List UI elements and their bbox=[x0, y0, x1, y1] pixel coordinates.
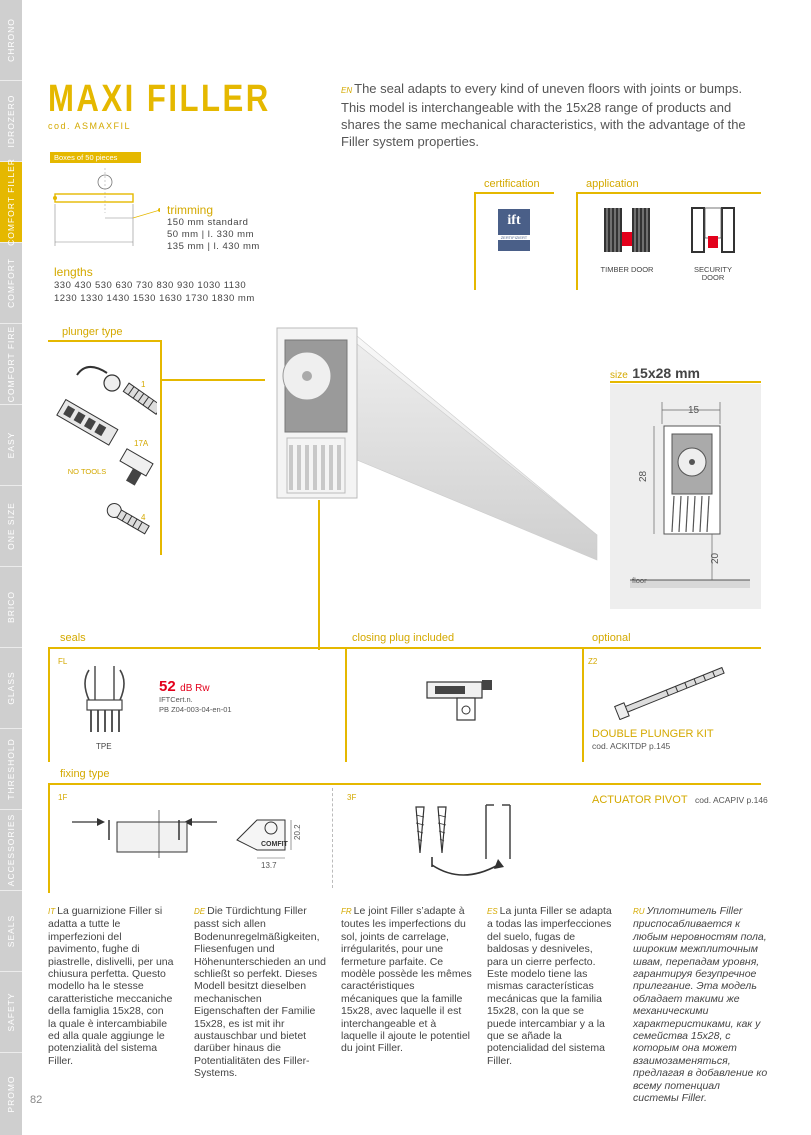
security-door-label: SECURITY DOOR bbox=[694, 265, 732, 282]
plunger-divider bbox=[48, 340, 161, 342]
double-plunger-kit-title: DOUBLE PLUNGER KIT bbox=[592, 728, 714, 740]
actuator-divider bbox=[580, 783, 761, 785]
sidebar bbox=[0, 0, 22, 1135]
timber-door-label: TIMBER DOOR bbox=[600, 265, 654, 274]
seals-label: seals bbox=[60, 632, 86, 644]
timber-door-icon bbox=[602, 206, 652, 254]
size-height-dim: 28 bbox=[638, 470, 649, 482]
fixing-bracket-icon bbox=[227, 800, 327, 875]
application-vline bbox=[576, 192, 578, 290]
trimming-diagram bbox=[50, 168, 160, 248]
size-heading: size 15x28 mm bbox=[610, 365, 700, 381]
product-image bbox=[247, 320, 607, 580]
closing-plug-divider bbox=[340, 647, 583, 649]
lang-tag: EN bbox=[341, 86, 353, 95]
closing-plug-vline bbox=[582, 647, 584, 762]
fixing-1f-code: 1F bbox=[58, 793, 68, 802]
size-diagram-box bbox=[610, 384, 761, 609]
application-label: application bbox=[586, 178, 639, 190]
product-code: cod. ASMAXFIL bbox=[48, 121, 132, 131]
seals-divider bbox=[48, 647, 346, 649]
cert-divider bbox=[474, 192, 554, 194]
sidebar-item-easy[interactable]: EASY bbox=[0, 405, 22, 486]
db-rating: 52 dB Rw bbox=[159, 678, 210, 695]
floor-label: floor bbox=[632, 576, 647, 585]
intro-text: EN The seal adapts to every kind of uneven floors with joints or bumps. This model is interchangeable with the 15x28 range of products and shares the same mechanical characteristics, with the advantage of the Filler system properties. bbox=[341, 81, 746, 149]
boxes-badge: Boxes of 50 pieces bbox=[50, 152, 141, 163]
optional-code: Z2 bbox=[588, 657, 598, 666]
closing-plug-icon bbox=[417, 672, 507, 732]
fixing-1f-icon bbox=[67, 800, 247, 870]
optional-label: optional bbox=[592, 632, 631, 644]
plunger-1-label: 1 bbox=[141, 380, 146, 389]
seals-code: FL bbox=[58, 657, 68, 666]
catalog-page bbox=[22, 0, 811, 1135]
sidebar-item-accessories[interactable]: ACCESSORIES bbox=[0, 810, 22, 891]
optional-divider bbox=[580, 647, 761, 649]
sidebar-item-safety[interactable]: SAFETY bbox=[0, 972, 22, 1053]
certification-label: certification bbox=[484, 178, 540, 190]
size-divider bbox=[610, 381, 761, 383]
sidebar-item-brico[interactable]: BRICO bbox=[0, 567, 22, 648]
fixing-type-label: fixing type bbox=[60, 768, 110, 780]
sidebar-item-comfort-fire[interactable]: COMFORT FIRE bbox=[0, 324, 22, 405]
plunger-4-label: 4 bbox=[141, 513, 146, 522]
page-number: 82 bbox=[30, 1094, 43, 1106]
double-plunger-kit-icon bbox=[607, 660, 747, 720]
security-door-icon bbox=[688, 206, 738, 254]
plunger-4-icon bbox=[104, 497, 154, 542]
sidebar-item-promo[interactable]: PROMO bbox=[6, 1075, 16, 1113]
sidebar-item-idrozero[interactable]: IDROZERO bbox=[0, 81, 22, 162]
lengths-values: 330 430 530 630 730 830 930 1030 1130 1230 1330 1430 1530 1630 1730 1830 mm bbox=[54, 280, 255, 304]
sidebar-item-glass[interactable]: GLASS bbox=[0, 648, 22, 729]
fixing-3f-icon bbox=[402, 795, 522, 885]
seal-profile-icon bbox=[77, 662, 132, 740]
trimming-values: 150 mm standard 50 mm | l. 330 mm 135 mm | l. 430 mm bbox=[167, 217, 260, 252]
dim-a: 20.2 bbox=[293, 824, 302, 840]
trimming-label: trimming bbox=[167, 203, 214, 217]
size-gap-dim: 20 bbox=[710, 552, 721, 564]
size-width-dim: 15 bbox=[688, 405, 700, 416]
ift-logo: ift ZERTIFIZIERT bbox=[498, 209, 530, 251]
dim-b: 13.7 bbox=[261, 861, 277, 870]
fixing-vline bbox=[48, 783, 50, 893]
size-diagram bbox=[610, 384, 761, 609]
seals-pointer bbox=[318, 500, 320, 650]
sidebar-item-one-size[interactable]: ONE SIZE bbox=[0, 486, 22, 567]
description-ru: RU Уплотнитель Filler приспосабливается к любым неровностям пола, широким межплиточным швам, перепадам уровня, гарантируя безупречное прилегание. Эта модель обладает такими же механическими характеристиками, как у семейства 15x28, с которым она может взаимозаменяться, предлагая в добавление ко всему потенциал системы Filler. bbox=[633, 905, 768, 1105]
product-title: MAXI FILLER bbox=[48, 78, 271, 120]
plunger-pointer bbox=[161, 379, 265, 381]
seals-vline-right bbox=[345, 647, 347, 762]
no-tools-label: NO TOOLS bbox=[67, 467, 107, 476]
plunger-vline bbox=[160, 340, 162, 555]
fixing-separator bbox=[332, 788, 333, 888]
cert-vline bbox=[474, 192, 476, 290]
closing-plug-label: closing plug included bbox=[352, 632, 455, 644]
description-fr: FR Le joint Filler s’adapte à toutes les imperfections du sol, joints de carrelage, irrégularités, pour une fermeture parfaite. Ce modèle possède les mêmes caractéristiques mécaniques que la famille 15x28, avec laquelle il est interchangeable et à laquelle il ajoute le potentiel du joint Filler. bbox=[341, 905, 472, 1055]
double-plunger-kit-code: cod. ACKITDP p.145 bbox=[592, 741, 671, 751]
plunger-type-label: plunger type bbox=[62, 326, 123, 338]
sidebar-item-comfort-filler[interactable]: COMFORT FILLER bbox=[0, 162, 22, 243]
description-it: IT La guarnizione Filler si adatta a tutte le imperfezioni del pavimento, fughe di piastrelle, dislivelli, per una chiusura perfetta. Questo modello ha le stesse caratteristiche meccaniche della famiglia 15x28, con la quale è intercambiabile ed alla quale aggiunge le potenzialità del sistema Filler. bbox=[48, 905, 174, 1067]
seals-vline bbox=[48, 647, 50, 762]
description-de: DE Die Türdichtung Filler passt sich allen Bodenunregelmäßigkeiten, Fliesenfugen und Höhenunterschieden an und schließt so perfekt. Dieses Modell besitzt dieselben mechanischen Eigenschaften der Familie 15x28, es ist mit ihr austauschbar und bietet darüber hinaus die Potentialitäten des Filler-Systems. bbox=[194, 905, 326, 1080]
application-divider bbox=[576, 192, 761, 194]
seal-cert: IFTCert.n. PB Z04-003-04-en-01 bbox=[159, 695, 232, 714]
actuator-pivot: ACTUATOR PIVOT cod. ACAPIV p.146 bbox=[592, 794, 768, 806]
fixing-3f-code: 3F bbox=[347, 793, 357, 802]
lengths-label: lengths bbox=[54, 265, 93, 279]
comfit-logo: COMFIT bbox=[261, 841, 288, 848]
fixing-divider bbox=[48, 783, 583, 785]
sidebar-item-chrono[interactable]: CHRONO bbox=[0, 0, 22, 81]
sidebar-item-threshold[interactable]: THRESHOLD bbox=[0, 729, 22, 810]
sidebar-item-seals[interactable]: SEALS bbox=[0, 891, 22, 972]
sidebar-item-comfort[interactable]: COMFORT bbox=[0, 243, 22, 324]
description-es: ES La junta Filler se adapta a todas las imperfecciones del suelo, fugas de baldosas y desniveles, para un cierre perfecto. Este modelo tiene las mismas características mecánicas que la familia 15x28, con la que se puede intercambiar y a la que se añade la potencialidad del sistema Filler. bbox=[487, 905, 612, 1067]
seal-material: TPE bbox=[96, 742, 112, 751]
plunger-17a-label: 17A bbox=[134, 439, 149, 448]
